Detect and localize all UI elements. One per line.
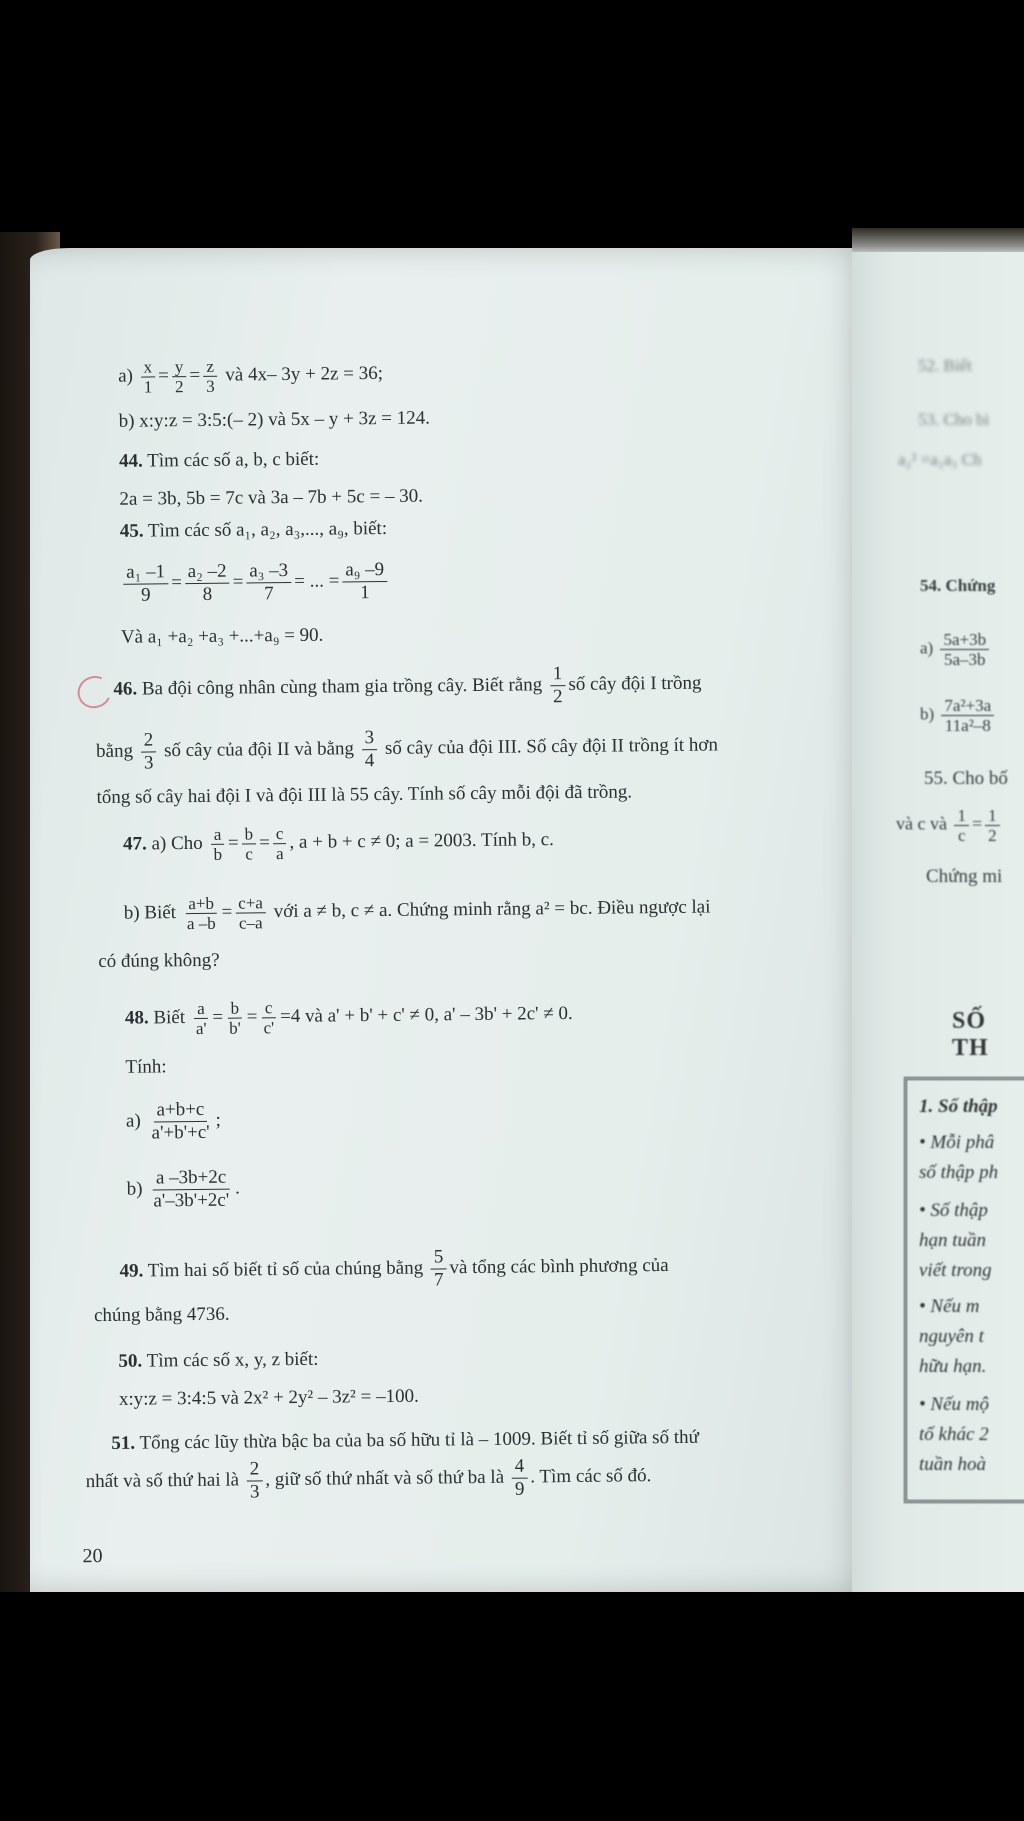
exercise-46-line3: tổng số cây hai đội I và đội III là 55 cây. Tính số cây mỗi đội đã trồng. <box>96 781 633 809</box>
exercise-45-equation: $\frac{\text{a₁ –1}}{9}$ = $\frac{\text{a₂ –2}}{8}$ = $\frac{\text{a₃ –3}}{7}$ = ... = $\frac{\text{a₉ –9}}{1}$ <box>120 559 390 607</box>
exercise-46-line2: bằng $\frac{2}{3}$ số cây của đội II và bằng $\frac{3}{4}$ số cây của đội III. Số cây đội II trồng ít hơn <box>95 727 719 774</box>
exercise-44-equation: 2a = 3b, 5b = 7c và 3a – 7b + 5c = – 30. <box>119 485 424 510</box>
exercise-47b-line2: có đúng không? <box>98 949 220 973</box>
theory-item: số thập ph <box>919 1162 999 1183</box>
theory-item: • Nếu m <box>919 1296 980 1317</box>
right-exercise-54b: b) $\frac{\text{7a²+3a}}{\text{11a²–8}}$ <box>920 696 997 735</box>
right-exercise-53-b: a₂² =a₁a₃ Ch <box>898 450 982 469</box>
theory-box <box>904 1077 1024 1503</box>
exercise-45-sum: Và a₁ +a₂ +a₃ +...+a₉ = 90. <box>120 624 324 648</box>
theory-item: nguyên t <box>919 1326 984 1347</box>
right-exercise-52: 52. Biết <box>918 356 972 375</box>
theory-item: hữu hạn. <box>919 1356 987 1377</box>
right-exercise-54: 54. Chứng <box>920 576 996 595</box>
exercise-51-line1: 51. Tổng các lũy thừa bậc ba của ba số hữu tỉ là – 1009. Biết tỉ số giữa số thứ <box>111 1426 699 1454</box>
right-exercise-55: 55. Cho bố <box>924 768 1008 789</box>
theory-item: tố khác 2 <box>919 1424 989 1445</box>
exercise-49-line2: chúng bằng 4736. <box>93 1303 230 1327</box>
exercise-44-title: 44. Tìm các số a, b, c biết: <box>118 448 320 472</box>
exercise-45-title: 45. Tìm các số a₁, a₂, a₃,..., a₉, biết: <box>119 518 388 542</box>
right-exercise-55-b: và c và $\frac{1}{c}$ = $\frac{1}{2}$ <box>896 806 1003 845</box>
pink-pen-mark <box>73 671 116 713</box>
right-exercise-55-c: Chứng mi <box>926 866 1003 887</box>
exercise-48-tinh: Tính: <box>125 1056 167 1078</box>
exercise-48a: a) $\frac{a+b+c}{a'+b'+c'}$ ; <box>125 1098 221 1144</box>
exercise-50-title: 50. Tìm các số x, y, z biết: <box>118 1348 319 1372</box>
theory-item: hạn tuần <box>919 1230 987 1251</box>
exercise-43b: b) x:y:z = 3:5:(– 2) và 5x – y + 3z = 124. <box>118 407 431 432</box>
right-exercise-54a: a) $\frac{5a+3b}{5a-3b}$ <box>920 630 992 669</box>
exercise-47b: b) Biết $\frac{a+b}{a -b}$ = $\frac{c+a}{c-a}$ với a ≠ b, c ≠ a. Chứng minh rằng a² = bc. Điều ngược lại <box>123 893 711 934</box>
theory-item: • Mỗi phâ <box>919 1132 995 1153</box>
right-section-title: SỐ TH <box>952 1008 989 1061</box>
exercise-48: 48. Biết $\frac{a}{a'}$ = $\frac{b}{b'}$ = $\frac{c}{c'}$ =4 và a' + b' + c' ≠ 0, a' – 3b' + 2c' ≠ 0. <box>124 998 573 1039</box>
theory-item: viết trong <box>919 1260 992 1281</box>
exercise-50-equation: x:y:z = 3:4:5 và 2x² + 2y² – 3z² = –100. <box>118 1385 419 1410</box>
exercise-51-line2: nhất và số thứ hai là $\frac{2}{3}$ , giữ số thứ nhất và số thứ ba là $\frac{4}{9}$ . Tìm các số đó. <box>85 1455 652 1503</box>
theory-item: 1. Số thập <box>919 1096 998 1117</box>
page-number: 20 <box>82 1545 103 1568</box>
exercise-48b: b) $\frac{a -3b+2c}{a'-3b'+2c'}$ . <box>126 1166 240 1212</box>
theory-item: • Số thập <box>919 1200 988 1221</box>
right-exercise-53: 53. Cho bi <box>918 410 990 429</box>
exercise-46-line1: 46. Ba đội công nhân cùng tham gia trồng cây. Biết rằng $\frac{1}{2}$ số cây đội I trồng <box>113 663 702 708</box>
exercise-43a: a) $\frac{x}{1}$ = $\frac{y}{2}$ = $\frac{z}{3}$ và 4x– 3y + 2z = 36; <box>118 356 384 397</box>
theory-item: • Nếu mộ <box>919 1394 989 1415</box>
theory-item: tuần hoà <box>919 1454 987 1475</box>
exercise-47a: 47. a) Cho $\frac{a}{b}$ = $\frac{b}{c}$ = $\frac{c}{a}$ , a + b + c ≠ 0; a = 2003. Tính b, c. <box>122 824 554 864</box>
exercise-49-line1: 49. Tìm hai số biết tỉ số của chúng bằng $\frac{5}{7}$ và tổng các bình phương của <box>119 1246 669 1291</box>
